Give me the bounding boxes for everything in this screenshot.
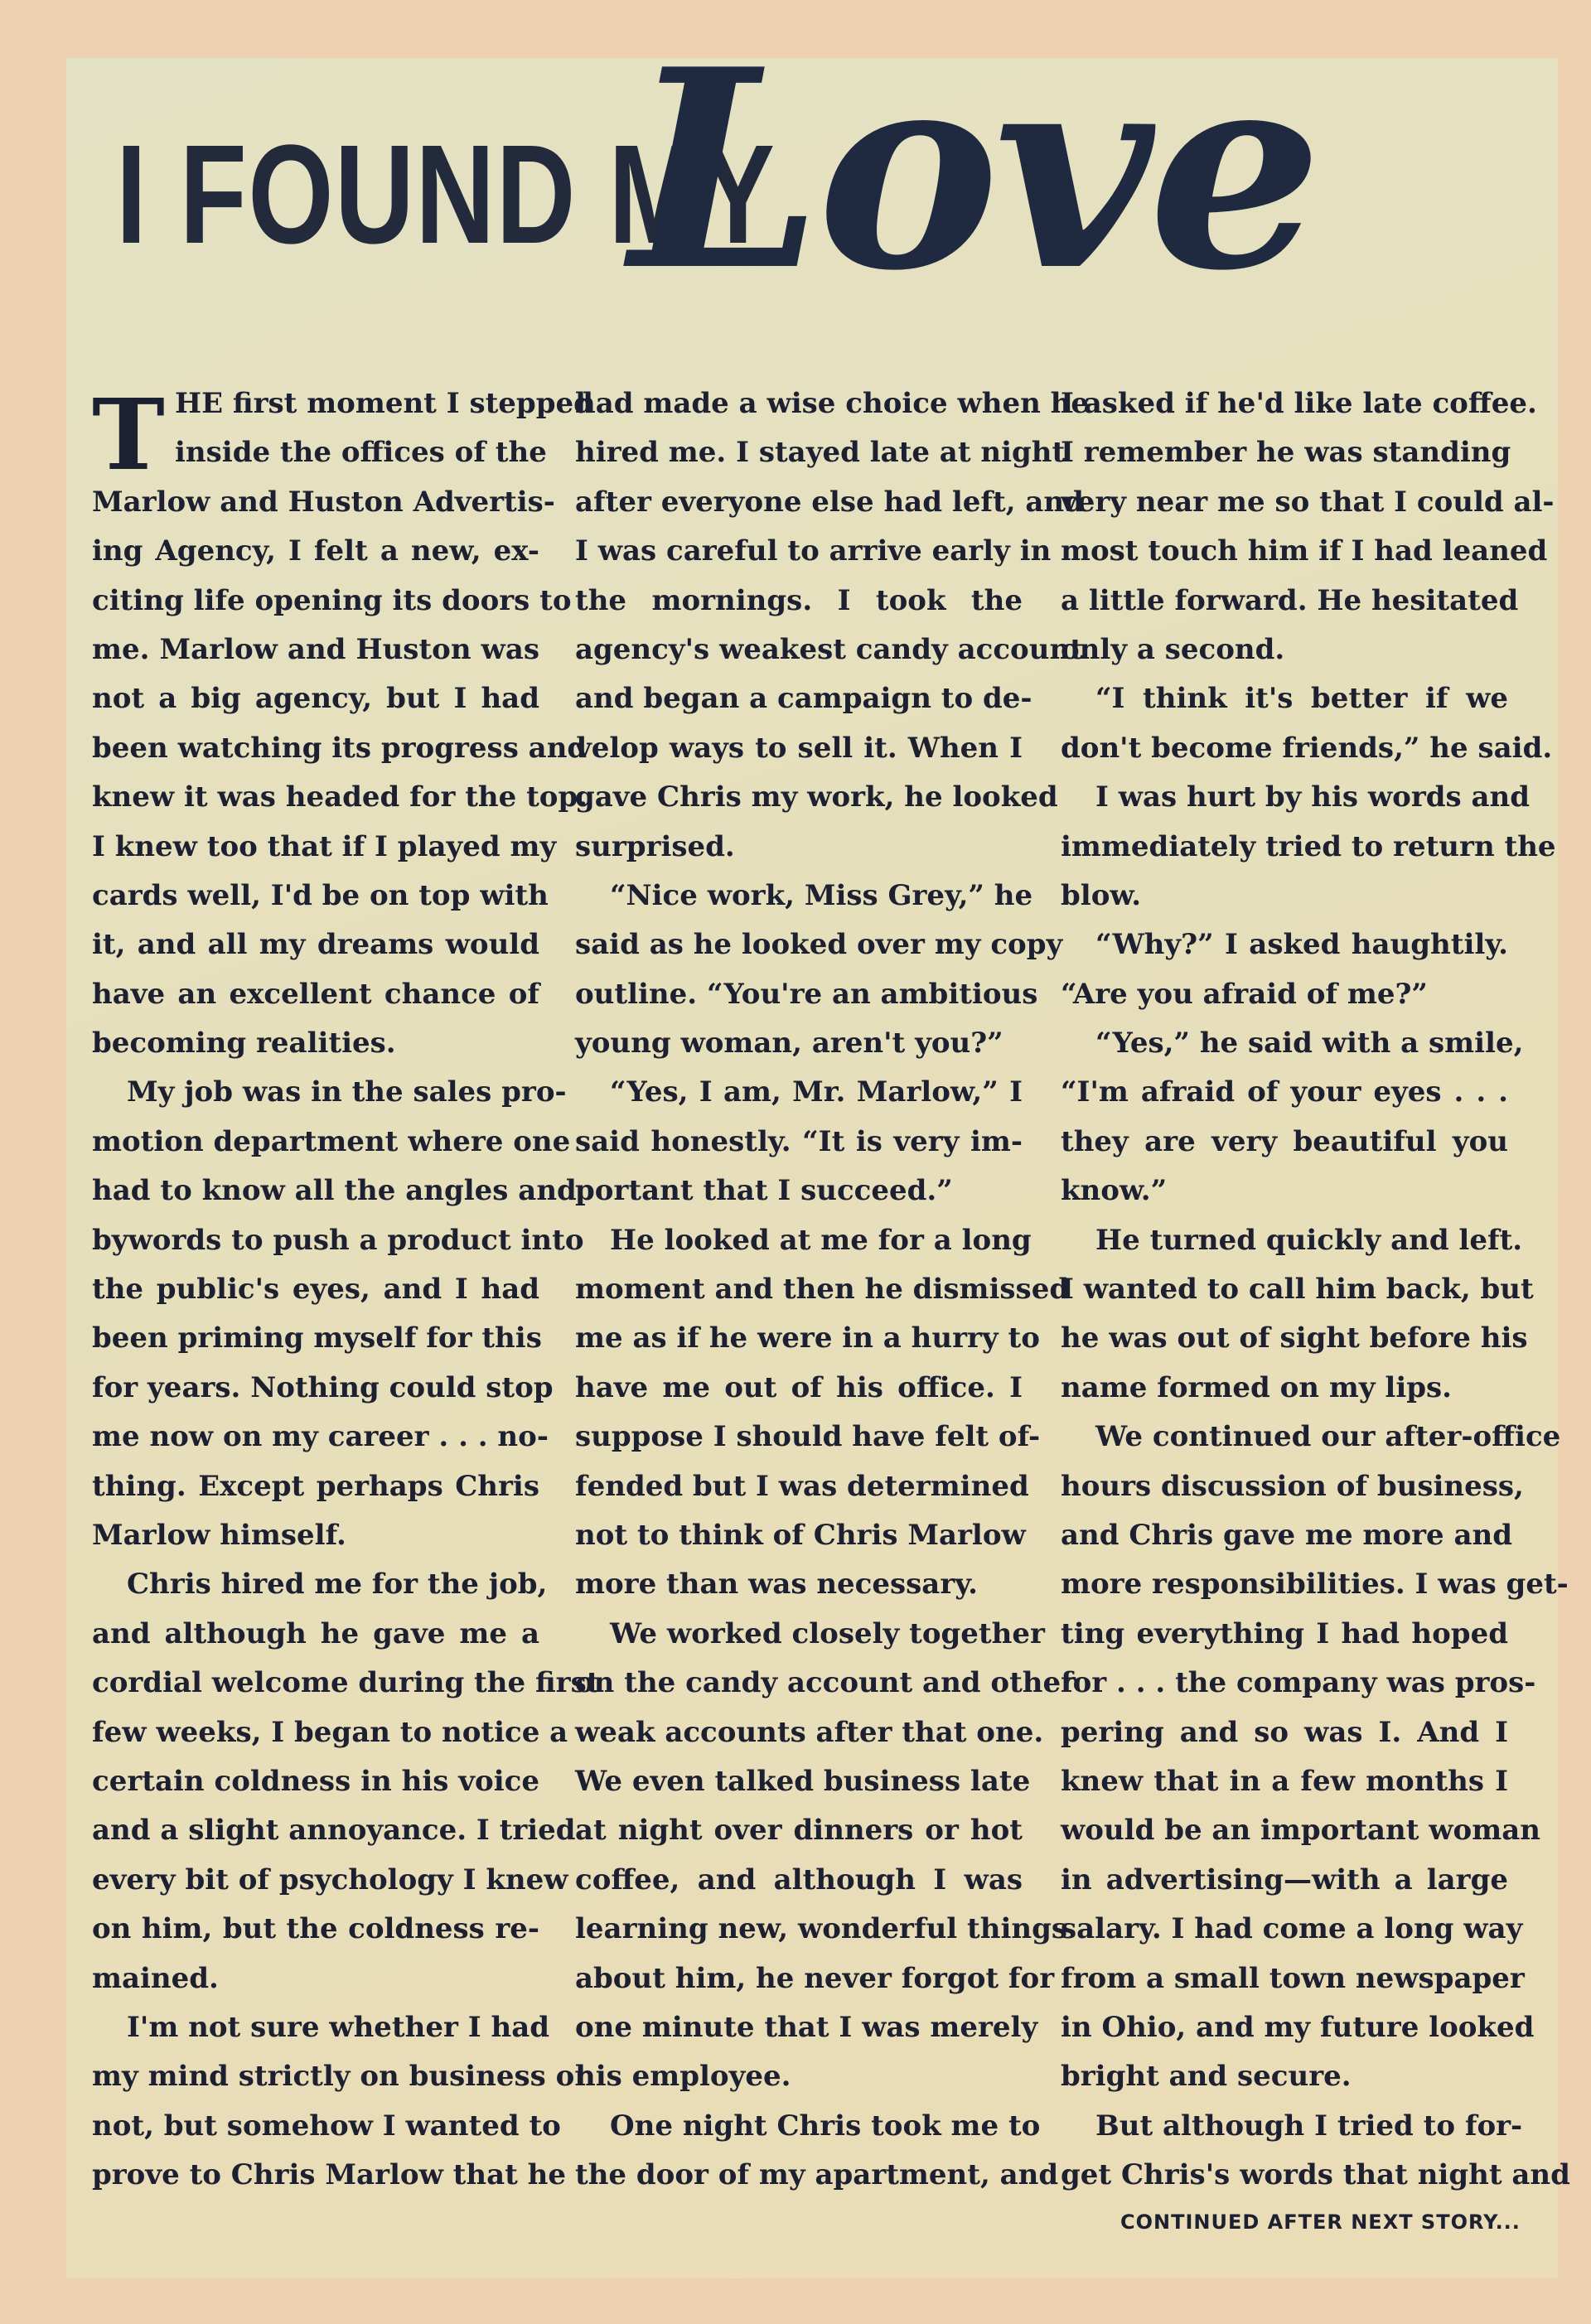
text-line: have an excellent chance of bbox=[92, 977, 539, 1011]
paragraph bbox=[1061, 920, 1508, 1019]
text-line: agency's weakest candy account bbox=[575, 632, 1083, 666]
text-line: becoming realities. bbox=[92, 1027, 396, 1061]
text-line: ting everything I had hoped bbox=[1061, 1616, 1508, 1650]
text-line: my mind strictly on business or bbox=[92, 2060, 590, 2094]
text-line: about him, he never forgot for bbox=[575, 1961, 1055, 1995]
text-line: get Chris's words that night and bbox=[1061, 2158, 1570, 2192]
text-line: “Nice work, Miss Grey,” he bbox=[610, 878, 1033, 912]
paragraph bbox=[1061, 1019, 1524, 1216]
text-line: me now on my career . . . no- bbox=[92, 1420, 549, 1454]
text-line: me as if he were in a hurry to bbox=[575, 1321, 1040, 1355]
text-line: citing life opening its doors to bbox=[92, 583, 572, 617]
paragraph bbox=[575, 872, 1063, 1069]
text-line: me. Marlow and Huston was bbox=[92, 632, 539, 666]
text-line: cards well, I'd be on top with bbox=[92, 878, 549, 912]
paragraph bbox=[1061, 1413, 1569, 2101]
text-line: bright and secure. bbox=[1061, 2060, 1352, 2094]
text-line: ing Agency, I felt a new, ex- bbox=[92, 534, 539, 568]
text-line: few weeks, I began to notice a bbox=[92, 1715, 568, 1749]
text-line: said as he looked over my copy bbox=[575, 928, 1063, 962]
text-line: would be an important woman bbox=[1061, 1814, 1540, 1848]
text-line: only a second. bbox=[1061, 632, 1285, 666]
text-line: prove to Chris Marlow that he bbox=[92, 2158, 567, 2192]
text-line: very near me so that I could al- bbox=[1061, 485, 1555, 519]
text-line: learning new, wonderful things bbox=[575, 1912, 1068, 1946]
text-line: “I think it's better if we bbox=[1095, 682, 1508, 716]
text-line: certain coldness in his voice bbox=[92, 1764, 539, 1798]
text-line: most touch him if I had leaned bbox=[1061, 534, 1548, 568]
text-line: for years. Nothing could stop bbox=[92, 1370, 554, 1404]
text-line: mained. bbox=[92, 1961, 219, 1995]
text-line: We worked closely together bbox=[610, 1616, 1045, 1650]
text-line: his employee. bbox=[575, 2060, 791, 2094]
paragraph bbox=[92, 1560, 600, 2003]
text-line: outline. “You're an ambitious bbox=[575, 977, 1038, 1011]
paragraph bbox=[92, 2003, 590, 2201]
text-line: he was out of sight before his bbox=[1061, 1321, 1528, 1355]
text-line: “Yes, I am, Mr. Marlow,” I bbox=[610, 1075, 1023, 1109]
text-line: not to think of Chris Marlow bbox=[575, 1518, 1026, 1552]
text-line: weak accounts after that one. bbox=[575, 1715, 1044, 1749]
text-line: fended but I was determined bbox=[575, 1469, 1029, 1503]
text-line: and a slight annoyance. I tried bbox=[92, 1814, 576, 1848]
text-line: inside the offices of the bbox=[175, 436, 547, 470]
continued-note: CONTINUED AFTER NEXT STORY... bbox=[1120, 2210, 1521, 2234]
paragraph bbox=[92, 1068, 584, 1560]
text-line: and Chris gave me more and bbox=[1061, 1518, 1512, 1552]
text-line: and began a campaign to de- bbox=[575, 682, 1032, 716]
text-line: it, and all my dreams would bbox=[92, 928, 539, 962]
story-title: I FOUND MY bbox=[116, 116, 776, 273]
paragraph bbox=[1061, 674, 1553, 773]
text-line: motion department where one bbox=[92, 1124, 571, 1158]
paragraph bbox=[575, 2102, 1059, 2201]
text-line: My job was in the sales pro- bbox=[127, 1075, 567, 1109]
text-line: in Ohio, and my future looked bbox=[1061, 2010, 1535, 2044]
text-line: for . . . the company was pros- bbox=[1061, 1666, 1536, 1700]
text-line: moment and then he dismissed bbox=[575, 1273, 1070, 1307]
text-line: I was hurt by his words and bbox=[1095, 780, 1531, 814]
text-line: the mornings. I took the bbox=[575, 583, 1023, 617]
text-column-3 bbox=[1061, 379, 1570, 2200]
text-line: But although I tried to for- bbox=[1095, 2109, 1523, 2143]
text-line: knew it was headed for the top. bbox=[92, 780, 588, 814]
text-line: One night Chris took me to bbox=[610, 2109, 1041, 2143]
text-line: salary. I had come a long way bbox=[1061, 1912, 1523, 1946]
text-line: the public's eyes, and I had bbox=[92, 1273, 539, 1307]
paragraph bbox=[575, 1610, 1076, 2102]
paragraph bbox=[1061, 1216, 1534, 1413]
paragraph bbox=[1061, 379, 1555, 674]
text-line: I remember he was standing bbox=[1061, 436, 1511, 470]
text-line: “Yes,” he said with a smile, bbox=[1095, 1027, 1524, 1061]
text-line: I knew too that if I played my bbox=[92, 829, 557, 863]
text-line: not, but somehow I wanted to bbox=[92, 2109, 561, 2143]
text-line: coffee, and although I was bbox=[575, 1863, 1023, 1896]
text-line: a little forward. He hesitated bbox=[1061, 583, 1519, 617]
paragraph bbox=[575, 1068, 1023, 1215]
text-line: velop ways to sell it. When I bbox=[575, 731, 1023, 765]
text-line: Marlow himself. bbox=[92, 1518, 346, 1552]
text-line: been watching its progress and bbox=[92, 731, 588, 765]
paragraph bbox=[575, 379, 1089, 872]
paragraph bbox=[575, 1216, 1070, 1610]
drop-cap: T bbox=[92, 377, 165, 492]
text-line: suppose I should have felt of- bbox=[575, 1420, 1041, 1454]
text-line: I'm not sure whether I had bbox=[127, 2010, 549, 2044]
text-line: He turned quickly and left. bbox=[1095, 1223, 1523, 1257]
text-line: “Why?” I asked haughtily. bbox=[1095, 928, 1508, 962]
text-line: been priming myself for this bbox=[92, 1321, 542, 1355]
text-line: have me out of his office. I bbox=[575, 1370, 1023, 1404]
text-line: not a big agency, but I had bbox=[92, 682, 539, 716]
text-line: had to know all the angles and bbox=[92, 1174, 577, 1208]
text-line: name formed on my lips. bbox=[1061, 1370, 1453, 1404]
text-line: “I'm afraid of your eyes . . . bbox=[1061, 1075, 1508, 1109]
text-line: immediately tried to return the bbox=[1061, 829, 1556, 863]
text-line: We continued our after-office bbox=[1095, 1420, 1561, 1454]
text-line: the door of my apartment, and bbox=[575, 2158, 1059, 2192]
text-column-1 bbox=[92, 377, 600, 2200]
text-line: and although he gave me a bbox=[92, 1616, 539, 1650]
text-line: Chris hired me for the job, bbox=[127, 1568, 548, 1602]
text-line: don't become friends,” he said. bbox=[1061, 731, 1553, 765]
text-line: on him, but the coldness re- bbox=[92, 1912, 539, 1946]
text-line: young woman, aren't you?” bbox=[575, 1027, 1003, 1061]
text-line: more responsibilities. I was get- bbox=[1061, 1568, 1569, 1602]
text-line: every bit of psychology I knew bbox=[92, 1863, 568, 1896]
text-line: blow. bbox=[1061, 878, 1142, 912]
text-line: gave Chris my work, he looked bbox=[575, 780, 1058, 814]
text-line: in advertising—with a large bbox=[1061, 1863, 1508, 1896]
text-line: HE first moment I stepped bbox=[175, 387, 593, 420]
text-line: on the candy account and other bbox=[575, 1666, 1076, 1700]
text-line: thing. Except perhaps Chris bbox=[92, 1469, 539, 1503]
text-line: they are very beautiful you bbox=[1061, 1124, 1508, 1158]
text-line: hours discussion of business, bbox=[1061, 1469, 1524, 1503]
text-line: at night over dinners or hot bbox=[575, 1814, 1023, 1848]
text-line: said honestly. “It is very im- bbox=[575, 1124, 1023, 1158]
text-line: surprised. bbox=[575, 829, 735, 863]
text-line: know.” bbox=[1061, 1174, 1168, 1208]
text-line: bywords to push a product into bbox=[92, 1223, 584, 1257]
text-line: from a small town newspaper bbox=[1061, 1961, 1525, 1995]
text-line: one minute that I was merely bbox=[575, 2010, 1038, 2044]
paragraph bbox=[1061, 773, 1556, 920]
text-line: I wanted to call him back, but bbox=[1061, 1273, 1534, 1307]
text-column-2 bbox=[575, 379, 1089, 2200]
text-line: knew that in a few months I bbox=[1061, 1764, 1508, 1798]
text-line: pering and so was I. And I bbox=[1061, 1715, 1508, 1749]
text-line: portant that I succeed.” bbox=[575, 1174, 953, 1208]
text-line: cordial welcome during the first bbox=[92, 1666, 600, 1700]
text-line: after everyone else had left, and bbox=[575, 485, 1084, 519]
story-title-script: Love bbox=[630, 9, 1318, 331]
text-line: We even talked business late bbox=[575, 1764, 1031, 1798]
text-line: “Are you afraid of me?” bbox=[1061, 977, 1428, 1011]
text-line: I was careful to arrive early in bbox=[575, 534, 1052, 568]
text-line: I asked if he'd like late coffee. bbox=[1061, 387, 1537, 420]
text-line: hired me. I stayed late at night bbox=[575, 436, 1066, 470]
text-line: Marlow and Huston Advertis- bbox=[92, 485, 555, 519]
text-line: more than was necessary. bbox=[575, 1568, 978, 1602]
paragraph bbox=[1061, 2102, 1570, 2201]
text-line: He looked at me for a long bbox=[610, 1223, 1032, 1257]
text-line: had made a wise choice when he bbox=[575, 387, 1089, 420]
